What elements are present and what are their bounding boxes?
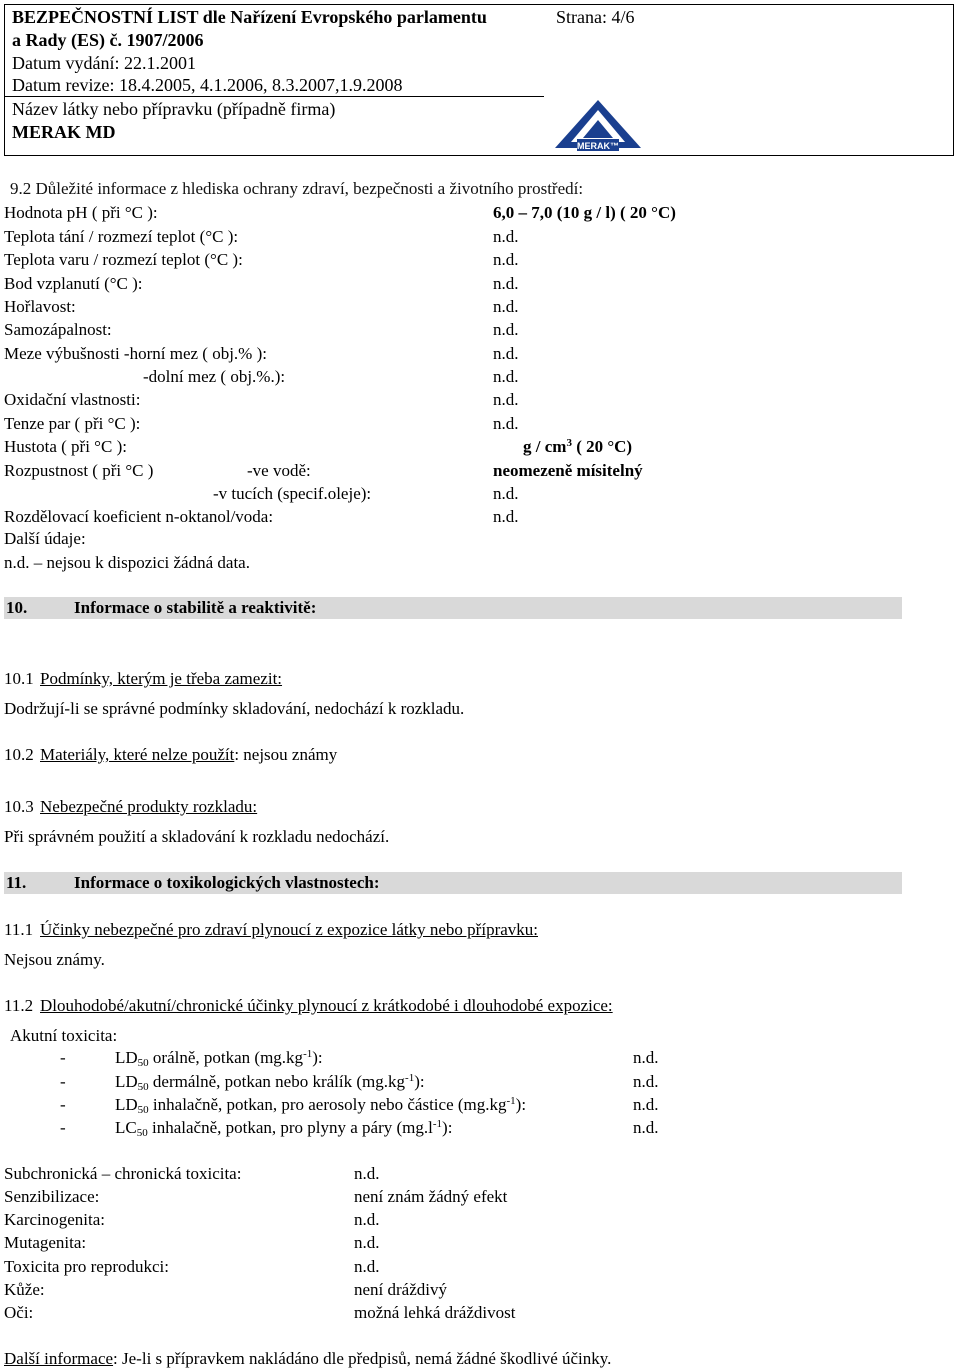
acute-toxicity-label: Akutní toxicita: [10, 1026, 118, 1045]
list-dash: - [60, 1072, 66, 1091]
test-subscript: 50 [136, 1127, 148, 1139]
effect-value: možná lehká dráždivost [354, 1303, 516, 1322]
property-value [523, 437, 632, 457]
effect-label: Oči: [4, 1303, 34, 1322]
effect-value: n.d. [354, 1233, 380, 1252]
effect-value: n.d. [354, 1164, 380, 1183]
effect-value: není znám žádný efekt [354, 1187, 508, 1206]
more-info-text: : Je-li s přípravkem nakládáno dle předpisů, nemá žádné škodlivé účinky. [113, 1349, 612, 1368]
value-unit: g / cm [523, 437, 567, 456]
test-subscript: 50 [137, 1104, 149, 1116]
acute-value: n.d. [633, 1118, 659, 1137]
property-label: Meze výbušnosti -horní mez ( obj.% ): [4, 344, 267, 363]
logo-text: MERAK™ [577, 141, 619, 151]
section-11-1-title: Účinky nebezpečné pro zdraví plynoucí z expozice látky nebo přípravku: [40, 920, 538, 939]
property-label: Teplota varu / rozmezí teplot (°C ): [4, 250, 243, 269]
unit-superscript: -1 [432, 1118, 443, 1130]
test-route: inhalačně, potkan, pro plyny a páry (mg.l [147, 1118, 433, 1137]
section-11-1-number: 11.1 [4, 920, 34, 939]
section-9-2-heading: 9.2 Důležité informace z hlediska ochrany zdraví, bezpečnosti a životního prostředí: [10, 179, 584, 198]
property-value: 6,0 – 7,0 (10 g / l) ( 20 °C) [493, 203, 676, 222]
property-label: Hodnota pH ( při °C ): [4, 203, 158, 222]
property-label: Samozápalnost: [4, 320, 112, 339]
test-route: inhalačně, potkan, pro aerosoly nebo částice (mg.kg [148, 1095, 507, 1114]
test-close: ): [515, 1095, 527, 1114]
section-10-2-text: : nejsou známy [234, 745, 338, 764]
property-label: -v tucích (specif.oleje): [213, 484, 372, 503]
list-dash: - [60, 1048, 66, 1067]
value-superscript: 3 [566, 437, 572, 449]
document-title: BEZPEČNOSTNÍ LIST dle Nařízení Evropského parlamentu [12, 7, 487, 27]
property-sublabel: -ve vodě: [247, 461, 311, 480]
acute-value: n.d. [633, 1072, 659, 1091]
property-value: n.d. [493, 227, 519, 246]
property-value: n.d. [493, 367, 519, 386]
effect-label: Mutagenita: [4, 1233, 87, 1252]
section-10-number: 10. [6, 598, 28, 617]
unit-superscript: -1 [506, 1095, 516, 1107]
property-value: n.d. [493, 297, 519, 316]
acute-test-description [115, 1048, 323, 1068]
header-divider [4, 96, 544, 97]
merak-logo [553, 98, 643, 154]
property-label: Teplota tání / rozmezí teplot (°C ): [4, 227, 239, 246]
revision-date: Datum revize: 18.4.2005, 4.1.2006, 8.3.2007,1.9.2008 [12, 75, 403, 95]
property-label: Hořlavost: [4, 297, 76, 316]
property-value: n.d. [493, 484, 519, 503]
test-type: LC [115, 1118, 137, 1137]
regulation-ref: a Rady (ES) č. 1907/2006 [12, 30, 204, 50]
extra-info-label: Další údaje: [4, 529, 86, 548]
section-10-2-title: Materiály, které nelze použít [40, 745, 235, 764]
section-11-title: Informace o toxikologických vlastnostech: [74, 873, 380, 892]
property-label: -dolní mez ( obj.%.): [143, 367, 286, 386]
substance-label: Název látky nebo přípravku (případně firma) [12, 99, 336, 119]
test-close: ): [312, 1048, 323, 1067]
value-condition: ( 20 °C) [571, 437, 633, 456]
test-route: dermálně, potkan nebo králík (mg.kg [148, 1072, 406, 1091]
effect-label: Senzibilizace: [4, 1187, 100, 1206]
property-value: n.d. [493, 414, 519, 433]
test-type: LD [115, 1095, 138, 1114]
effect-label: Subchronická – chronická toxicita: [4, 1164, 242, 1183]
property-value: n.d. [493, 390, 519, 409]
unit-superscript: -1 [405, 1072, 415, 1084]
property-label: Tenze par ( při °C ): [4, 414, 141, 433]
property-value: neomezeně mísitelný [493, 461, 643, 480]
test-type: LD [115, 1072, 138, 1091]
section-11-1-text: Nejsou známy. [4, 950, 105, 969]
property-label: Bod vzplanutí (°C ): [4, 274, 143, 293]
effect-value: n.d. [354, 1257, 380, 1276]
effect-label: Karcinogenita: [4, 1210, 106, 1229]
section-10-2-number: 10.2 [4, 745, 34, 764]
issue-date: Datum vydání: 22.1.2001 [12, 53, 196, 73]
acute-value: n.d. [633, 1048, 659, 1067]
test-route: orálně, potkan (mg.kg [148, 1048, 304, 1067]
section-10-title: Informace o stabilitě a reaktivitě: [74, 598, 317, 617]
acute-test-description [115, 1118, 452, 1138]
property-value: n.d. [493, 320, 519, 339]
test-subscript: 50 [137, 1057, 149, 1069]
substance-name: MERAK MD [12, 122, 116, 142]
test-close: ): [442, 1118, 453, 1137]
unit-superscript: -1 [303, 1048, 313, 1060]
page-number: Strana: 4/6 [556, 7, 635, 27]
section-10-1-text: Dodržují-li se správné podmínky skladování, nedochází k rozkladu. [4, 699, 465, 718]
property-value: n.d. [493, 274, 519, 293]
property-value: n.d. [493, 344, 519, 363]
list-dash: - [60, 1118, 66, 1137]
section-10-3-number: 10.3 [4, 797, 34, 816]
effect-value: není dráždivý [354, 1280, 447, 1299]
property-value: n.d. [493, 507, 519, 526]
section-10-1-number: 10.1 [4, 669, 34, 688]
section-10-3-text: Při správném použití a skladování k rozkladu nedochází. [4, 827, 390, 846]
acute-value: n.d. [633, 1095, 659, 1114]
test-type: LD [115, 1048, 138, 1067]
property-value: n.d. [493, 250, 519, 269]
effect-label: Kůže: [4, 1280, 45, 1299]
section-10-2-line [40, 745, 337, 765]
extra-info-note: n.d. – nejsou k dispozici žádná data. [4, 553, 250, 572]
test-close: ): [414, 1072, 425, 1091]
property-label: Oxidační vlastnosti: [4, 390, 141, 409]
list-dash: - [60, 1095, 66, 1114]
section-11-2-title: Dlouhodobé/akutní/chronické účinky plynoucí z krátkodobé i dlouhodobé expozice: [40, 996, 613, 1015]
acute-test-description [115, 1072, 425, 1092]
section-11-number: 11. [6, 873, 27, 892]
test-subscript: 50 [137, 1081, 149, 1093]
acute-test-description [115, 1095, 526, 1115]
property-label: Rozdělovací koeficient n-oktanol/voda: [4, 507, 274, 526]
effect-value: n.d. [354, 1210, 380, 1229]
property-label: Rozpustnost ( při °C ) [4, 461, 154, 480]
section-10-1-title: Podmínky, kterým je třeba zamezit: [40, 669, 283, 688]
effect-label: Toxicita pro reprodukci: [4, 1257, 169, 1276]
more-info-label: Další informace [4, 1349, 114, 1368]
more-info-line [4, 1349, 611, 1369]
property-label: Hustota ( při °C ): [4, 437, 127, 456]
section-10-3-title: Nebezpečné produkty rozkladu: [40, 797, 258, 816]
section-11-2-number: 11.2 [4, 996, 34, 1015]
